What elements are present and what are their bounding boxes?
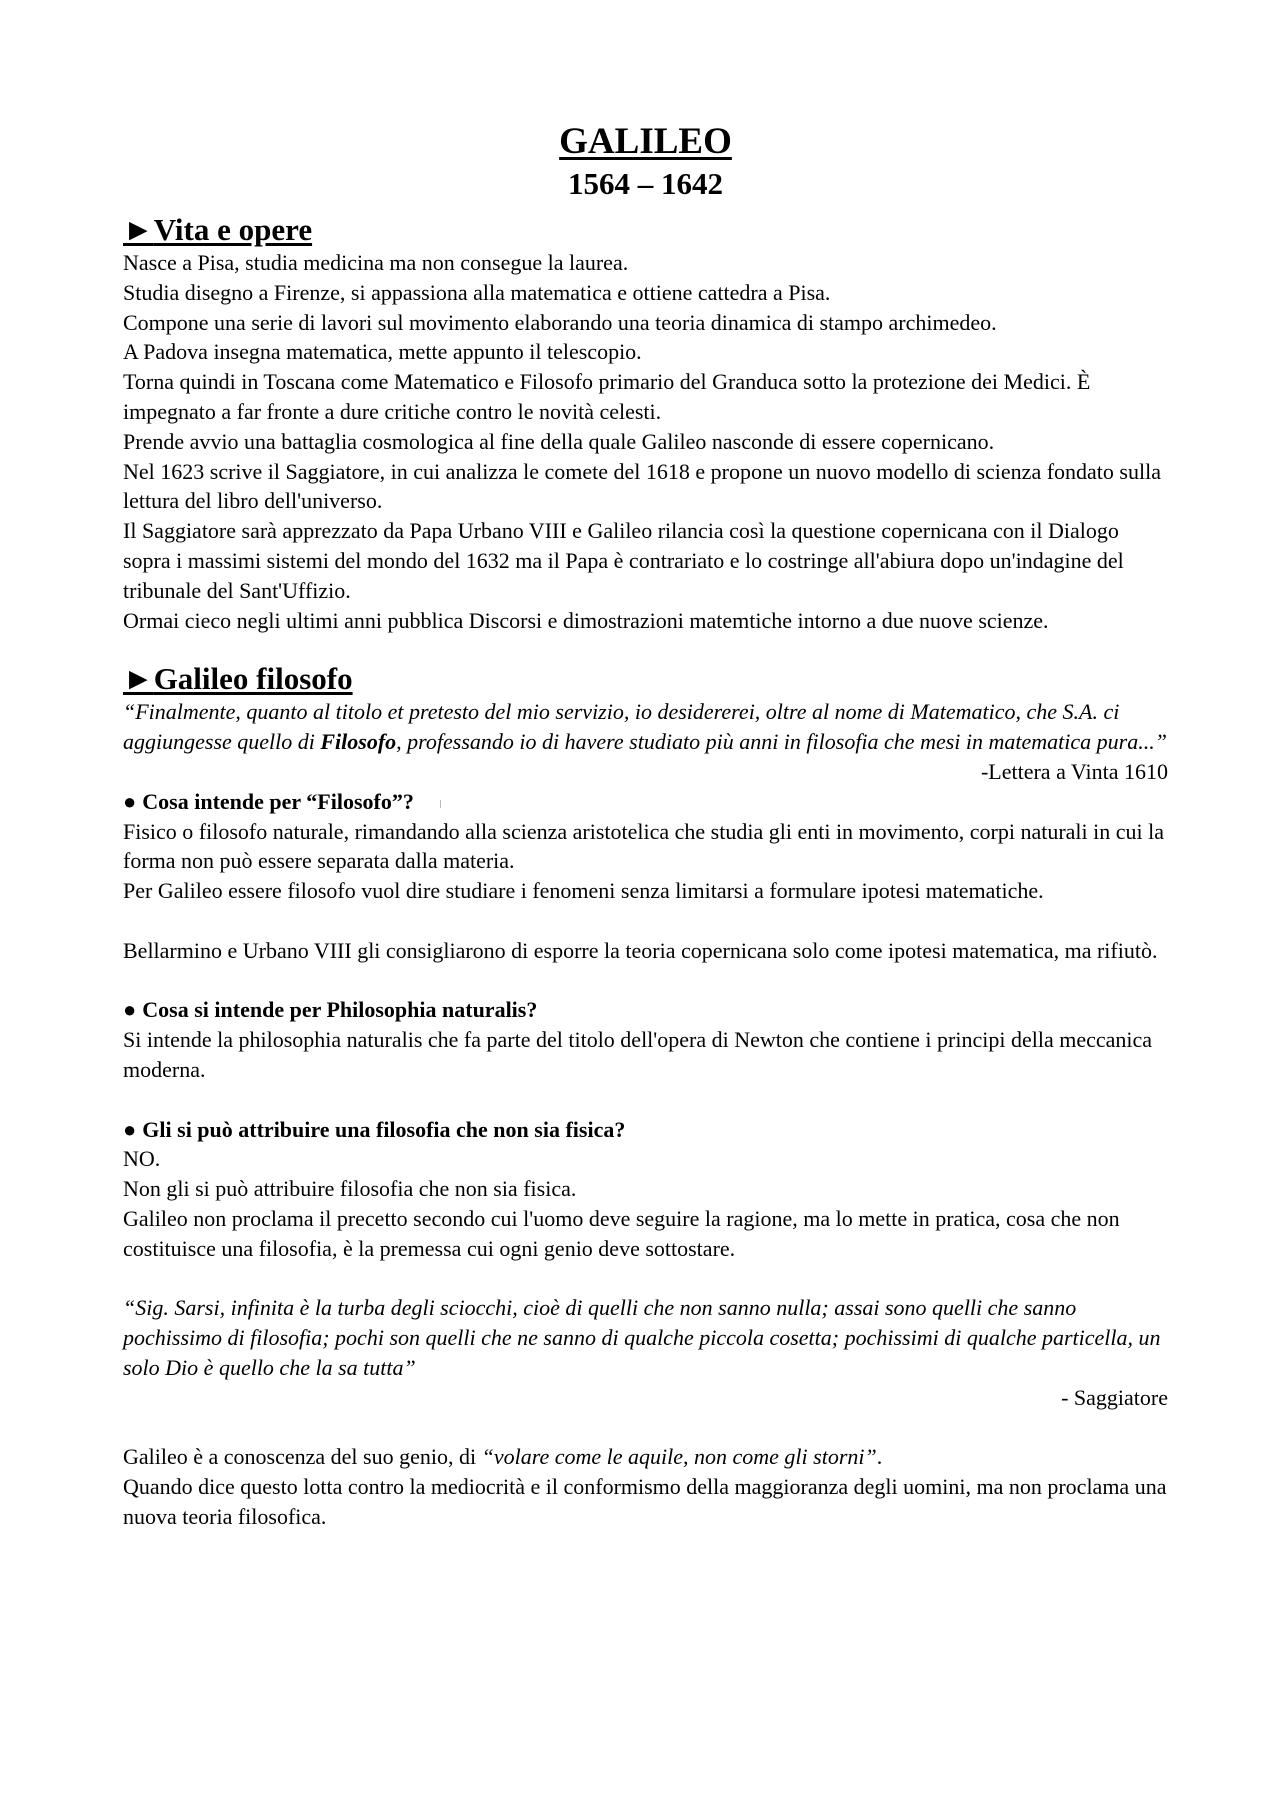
paragraph: Per Galileo essere filosofo vuol dire studiare i fenomeni senza limitarsi a formulare ipotesi matematiche. xyxy=(123,878,1044,904)
closing-text: Galileo è a conoscenza del suo genio, di xyxy=(123,1444,482,1470)
quote-bold-word: Filosofo xyxy=(320,729,397,755)
question-text: Cosa si intende per Philosophia naturalis? xyxy=(142,997,538,1023)
question-text: Gli si può attribuire una filosofia che non sia fisica? xyxy=(142,1116,626,1142)
paragraph: Ormai cieco negli ultimi anni pubblica Discorsi e dimostrazioni matemtiche intorno a due nuove scienze. xyxy=(123,607,1049,633)
section-heading-vita-e-opere xyxy=(123,212,1168,248)
paragraph: Compone una serie di lavori sul movimento elaborando una teoria dinamica di stampo archimedeo. xyxy=(123,309,997,335)
paragraph: Studia disegno a Firenze, si appassiona alla matematica e ottiene cattedra a Pisa. xyxy=(123,279,831,305)
question-heading xyxy=(123,995,1168,1025)
triangle-marker-icon: ► xyxy=(123,661,154,697)
paragraph: Torna quindi in Toscana come Matematico e Filosofo primario del Granduca sotto la protezione dei Medici. È impegnato a far fronte a dure critiche contro le novità celesti. xyxy=(123,369,1091,424)
document-dates: 1564 – 1642 xyxy=(568,166,723,201)
section-heading-text: Galileo filosofo xyxy=(153,661,353,697)
paragraph: Si intende la philosophia naturalis che fa parte del titolo dell'opera di Newton che contiene i principi della meccanica moderna. xyxy=(123,1027,1153,1082)
bullet-icon: ● xyxy=(123,1116,137,1142)
document-page xyxy=(123,120,1168,1532)
paragraph: Galileo non proclama il precetto secondo cui l'uomo deve seguire la ragione, ma lo mette in pratica, cosa che non costituisce una filosofia, è la premessa cui ogni genio deve sottostare. xyxy=(123,1205,1120,1261)
closing-italic-quote: “volare come le aquile, non come gli storni” xyxy=(481,1444,877,1470)
paragraph: Quando dice questo lotta contro la mediocrità e il conformismo della maggioranza degli uomini, ma non proclama una nuova teoria filosofica. xyxy=(123,1474,1167,1529)
section-heading-galileo-filosofo xyxy=(123,661,1168,697)
quote-lettera-vinta xyxy=(123,697,1168,757)
paragraph: A Padova insegna matematica, mette appunto il telescopio. xyxy=(123,339,642,365)
quote-text: “Finalmente, quanto al titolo et pretesto del mio servizio, io desidererei, oltre al nome di Matematico, che S.A. ci aggiungesse quello di xyxy=(123,699,1120,755)
closing-text: . xyxy=(876,1444,883,1470)
section-heading-text: Vita e opere xyxy=(153,212,313,247)
spacer xyxy=(123,906,1168,936)
paragraph: NO. xyxy=(123,1146,161,1172)
bullet-icon: ● xyxy=(123,997,137,1023)
paragraph: Non gli si può attribuire filosofia che non sia fisica. xyxy=(123,1176,577,1202)
spacer xyxy=(123,966,1168,996)
paragraph: Bellarmino e Urbano VIII gli consigliarono di esporre la teoria copernicana solo come ipotesi matematica, ma rifiutò. xyxy=(123,937,1158,963)
bullet-icon: ● xyxy=(123,788,137,814)
paragraph: Nel 1623 scrive il Saggiatore, in cui analizza le comete del 1618 e propone un nuovo modello di scienza fondato sulla lettura del libro dell'universo. xyxy=(123,458,1161,514)
question-text: Cosa intende per “Filosofo”? xyxy=(142,788,414,814)
question-heading xyxy=(123,1115,1168,1145)
spacer xyxy=(123,1085,1168,1115)
quote-attribution: -Lettera a Vinta 1610 xyxy=(980,758,1168,784)
closing-paragraph xyxy=(123,1442,1168,1472)
paragraph: Fisico o filosofo naturale, rimandando alla scienza aristotelica che studia gli enti in movimento, corpi naturali in cui la forma non può essere separata dalla materia. xyxy=(123,818,1165,874)
paragraph: Il Saggiatore sarà apprezzato da Papa Urbano VIII e Galileo rilancia così la questione copernicana con il Dialogo sopra i massimi sistemi del mondo del 1632 ma il Papa è contrariato e lo costringe all'abiura dopo un'indagine del tribunale del Sant'Uffizio. xyxy=(123,518,1124,603)
document-title: GALILEO xyxy=(559,121,732,162)
spacer xyxy=(123,1412,1168,1442)
quote-saggiatore: “Sig. Sarsi, infinita è la turba degli sciocchi, cioè di quelli che non sanno nulla; assai sono quelli che sanno pochissimo di filosofia; pochi son quelli che ne sanno di qualche piccola cosetta; pochissimi di qualche particella, un solo Dio è quello che la sa tutta” xyxy=(123,1295,1161,1380)
quote-attribution: - Saggiatore xyxy=(1061,1384,1168,1410)
quote-text: , professando io di havere studiato più anni in filosofia che mesi in matematica pura...” xyxy=(396,729,1167,755)
paragraph: Prende avvio una battaglia cosmologica al fine della quale Galileo nasconde di essere copernicano. xyxy=(123,428,995,454)
stray-mark xyxy=(440,800,441,808)
paragraph: Nasce a Pisa, studia medicina ma non consegue la laurea. xyxy=(123,250,629,275)
question-heading xyxy=(123,787,1168,817)
triangle-marker-icon: ► xyxy=(123,212,154,247)
spacer xyxy=(123,1264,1168,1294)
